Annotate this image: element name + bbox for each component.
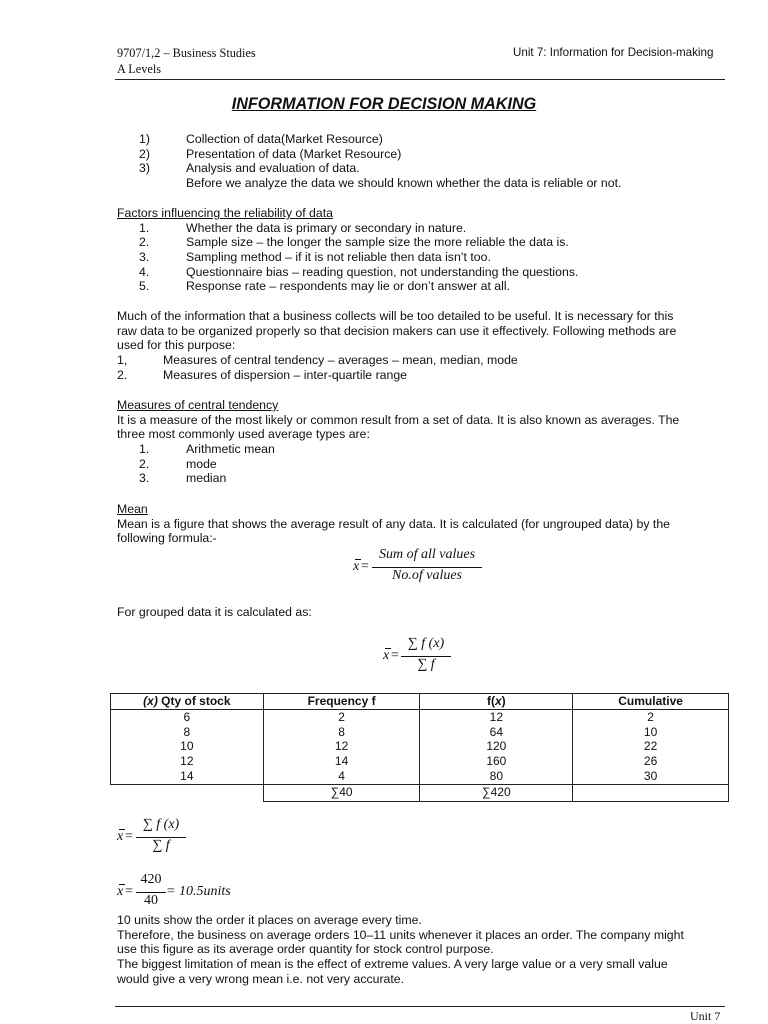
table-row: 8 8 64 10 xyxy=(111,725,729,740)
list-item: 4. Questionnaire bias – reading question, not understanding the questions. xyxy=(139,264,579,279)
list-item: 3. median xyxy=(139,471,227,486)
factors-heading: Factors influencing the reliability of data xyxy=(117,206,333,220)
conclusion-paragraph: 10 units show the order it places on average every time. Therefore, the business on average orders 10–11 units whenever it places an order. The company might use this figure as its average order quantity for stock control purpose. The biggest limitation of mean is the effect of extreme values. A very large value or a very small value would give a very wrong mean i.e. not very accurate. xyxy=(117,913,684,986)
col-header-fx: f(x) xyxy=(420,694,573,710)
table-row: 12 14 160 26 xyxy=(111,754,729,769)
steps-note: Before we analyze the data we should known whether the data is reliable or not. xyxy=(186,176,622,191)
col-header-qty: (x) Qty of stock xyxy=(111,694,264,710)
intro-paragraph: Much of the information that a business collects will be too detailed to be useful. It is necessary for this raw data to be organized properly so that decision makers can use it effectively. Following methods are used for this purpose: 1, Measures of central tendency – averages – mean, median, mode 2. Measures of dispersion – inter-quartile range xyxy=(117,309,724,382)
header-course-code: 9707/1,2 – Business Studies xyxy=(117,46,256,60)
list-item: 1. Arithmetic mean xyxy=(139,442,275,457)
list-item: 1. Whether the data is primary or secondary in nature. xyxy=(139,220,467,235)
col-header-frequency: Frequency f xyxy=(263,694,420,710)
footer-divider xyxy=(115,1006,725,1007)
grouped-intro: For grouped data it is calculated as: xyxy=(117,605,312,619)
table-header-row xyxy=(111,694,729,710)
list-item: 1) Collection of data(Market Resource) xyxy=(139,132,383,146)
factors-section xyxy=(117,206,724,294)
mean-section: Mean Mean is a figure that shows the average result of any data. It is calculated (for ungrouped data) by the following formula:- xyxy=(117,502,724,546)
steps-list xyxy=(117,132,724,191)
col-header-cumulative: Cumulative xyxy=(573,694,729,710)
table-totals-row xyxy=(111,784,729,801)
header-level: A Levels xyxy=(117,62,162,76)
header-divider xyxy=(115,79,725,80)
fx-total: ∑420 xyxy=(420,784,573,801)
header-unit: Unit 7: Information for Decision-making xyxy=(513,46,714,59)
page-title: INFORMATION FOR DECISION MAKING xyxy=(231,95,537,113)
list-item: 5. Response rate – respondents may lie or don’t answer at all. xyxy=(139,279,510,294)
list-item: 1, Measures of central tendency – averages – mean, median, mode xyxy=(117,353,518,368)
document-page: 9707/1,2 – Business Studies A Levels Unit 7: Information for Decision-making INFORMATION FOR DECISION MAKING 1) Collection of data(Market Resource) 2) Presentation of data (Market Resource) 3) Analysis and evaluation of data. Before we analyze the data we should known whether the data is reliable or not. Factors influencing the reliability of data 1. Whether the data is primary or secondary in nature. 2. Sample size – the longer the sample size the more reliable the data is. 3. Sampling method – if it is not reliable then data isn’t too. 4. Questionnaire bias – reading question, not understanding the questions. 5. Response rate – respondents may lie or don’t answer at all. Much of the information that a business collects will be too detailed to be useful. It is necessary for this raw data to be organized properly so that decision makers can use it effectively. Following methods are used for this purpose: 1, Measures of central tendency – averages – mean, median, mode 2. Measures of dispersion – inter-quartile range Measures of central tendency It is a measure of the most likely or common result from a set of data. It is also known as averages. The three most commonly used average types are: 1. Arithmetic mean 2. mode 3. median Mean Mean is a figure that shows the average result of any data. It is calculated (for ungrouped data) by the following formula:- x = Sum of all values No.of values For grouped data it is calculated as: x = ∑ f (x) ∑ f (x) Qty of stock Frequency f f(x) Cumulative 6 2 12 2 8 8 64 10 10 12 120 22 12 14 160 26 14 4 80 30 ∑40 ∑420 x = ∑ f (x) ∑ f x = 420 40 = 10.5units 10 units show the order it places on average every time. Therefore, the business on average orders 10–11 units whenever it places an order. The company might use this figure as its average order quantity for stock control purpose. The biggest limitation of mean is the effect of extreme values. A very large value or a very small value would give a very wrong mean i.e. not very accurate. Unit 7 xyxy=(0,0,768,1024)
frequency-table xyxy=(110,693,729,802)
table-row: 14 4 80 30 xyxy=(111,769,729,784)
table-row: 10 12 120 22 xyxy=(111,739,729,754)
central-tendency-section: Measures of central tendency It is a measure of the most likely or common result from a set of data. It is also known as averages. The three most commonly used average types are: 1. Arithmetic mean 2. mode 3. median xyxy=(117,398,724,486)
list-item: 2. Measures of dispersion – inter-quartile range xyxy=(117,367,408,382)
list-item: 3) Analysis and evaluation of data. xyxy=(139,161,360,176)
list-item: 2. Sample size – the longer the sample size the more reliable the data is. xyxy=(139,235,569,250)
frequency-total: ∑40 xyxy=(263,784,420,801)
list-item: 2. mode xyxy=(139,456,217,471)
mean-heading: Mean xyxy=(117,502,148,516)
list-item: 3. Sampling method – if it is not reliable then data isn’t too. xyxy=(139,250,491,265)
central-tendency-heading: Measures of central tendency xyxy=(117,398,279,412)
list-item: 2) Presentation of data (Market Resource) xyxy=(139,146,402,161)
footer-unit: Unit 7 xyxy=(690,1009,721,1023)
header-course xyxy=(117,45,256,77)
table-row: 6 2 12 2 xyxy=(111,710,729,725)
